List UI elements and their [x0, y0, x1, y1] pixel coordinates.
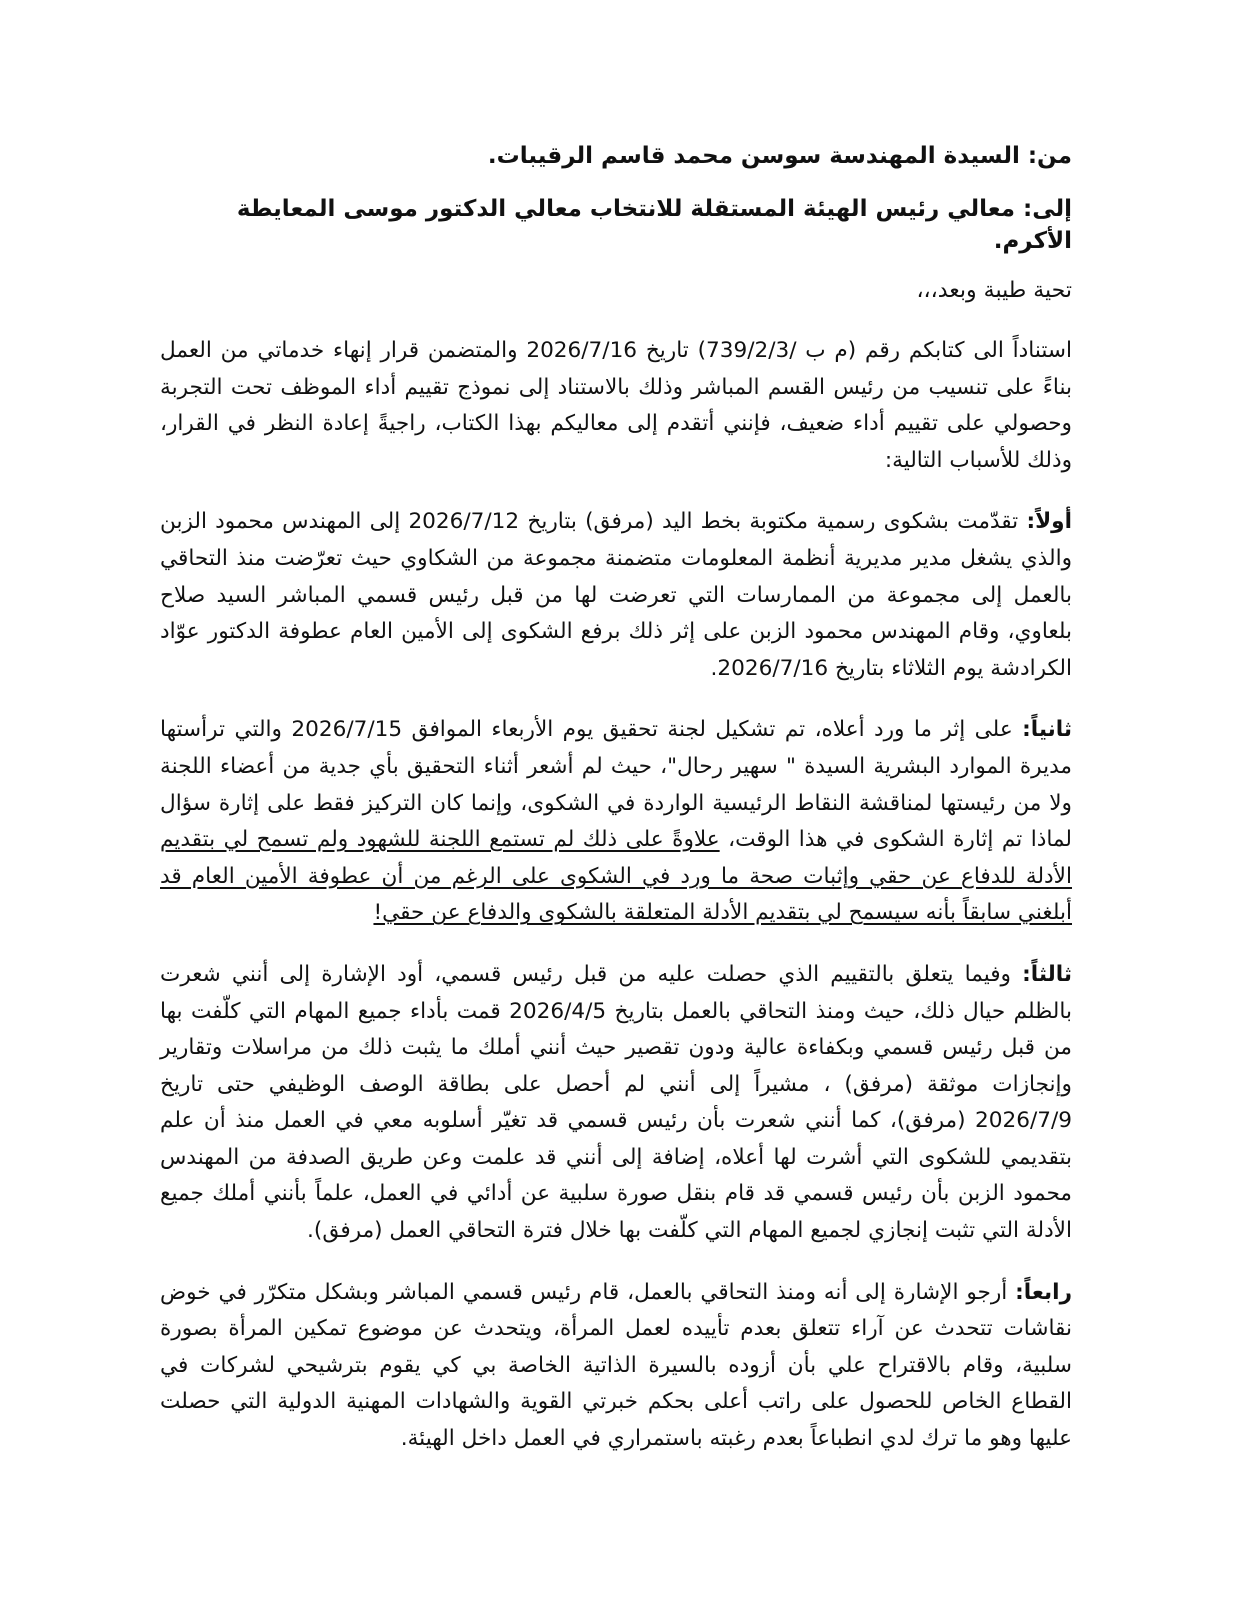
letter-greeting: تحية طيبة وبعد،،، [916, 278, 1072, 303]
intro-paragraph: استناداً الى كتابكم رقم (م ب /739/2/3) تاريخ 2026/7/16 والمتضمن قرار إنهاء خدماتي من العمل بناءً على تنسيب من رئيس القسم المباشر وذلك بالاستناد إلى نموذج تقييم أداء الموظف تحت التجربة وحصولي على تقييم أداء ضعيف، فإنني أتقدم إلى معاليكم بهذا الكتاب، راجيةً إعادة النظر في القرار، وذلك للأسباب التالية: [160, 338, 1072, 473]
paragraph-third [160, 957, 1072, 1250]
paragraph-second-text: على إثر ما ورد أعلاه، تم تشكيل لجنة تحقيق يوم الأربعاء الموافق 2026/7/15 والتي ترأستها مديرة الموارد البشرية السيدة " سهير رحال"، حيث لم أشعر أثناء التحقيق بأي جدية من أعضاء اللجنة ولا من رئيستها لمناقشة النقاط الرئيسية الواردة في الشكوى، وإنما كان التركيز فقط على إثارة سؤال لماذا تم إثارة الشكوى في هذا الوقت، [160, 717, 1072, 853]
paragraph-fourth-text: أرجو الإشارة إلى أنه ومنذ التحاقي بالعمل، قام رئيس قسمي المباشر وبشكل متكرّر في خوض نقاشات تتحدث عن آراء تتعلق بعدم تأييده لعمل المرأة، ويتحدث عن موضوع تمكين المرأة بصورة سلبية، وقام بالاقتراح علي بأن أزوده بالسيرة الذاتية الخاصة بي كي يقوم بترشيحي لشركات في القطاع الخاص للحصول على راتب أعلى بحكم خبرتي القوية والشهادات المهنية الدولية التي حصلت عليها وهو ما ترك لدي انطباعاً بعدم رغبته باستمراري في العمل داخل الهيئة. [160, 1279, 1072, 1452]
paragraph-second-lead: ثانياً: [1022, 717, 1072, 743]
paragraph-third-text: وفيما يتعلق بالتقييم الذي حصلت عليه من قبل رئيس قسمي، أود الإشارة إلى أنني شعرت بالظلم حيال ذلك، حيث ومنذ التحاقي بالعمل بتاريخ 2026/4/5 قمت بأداء جميع المهام التي كلّفت بها من قبل رئيس قسمي وبكفاءة عالية ودون تقصير حيث أنني أملك ما يثبت ذلك من مراسلات وتقارير وإنجازات موثقة (مرفق) ، مشيراً إلى أنني لم أحصل على بطاقة الوصف الوظيفي حتى تاريخ 2026/7/9 (مرفق)، كما أنني شعرت بأن رئيس قسمي قد تغيّر أسلوبه معي في العمل منذ أن علم بتقديمي للشكوى التي أشرت لها أعلاه، إضافة إلى أنني قد علمت وعن طريق الصدفة من المهندس محمود الزبن بأن رئيس قسمي قد قام بنقل صورة سلبية عن أدائي في العمل، علماً بأنني أملك جميع الأدلة التي تثبت إنجازي لجميع المهام التي كلّفت بها خلال فترة التحاقي العمل (مرفق). [160, 961, 1072, 1244]
paragraph-fourth [160, 1275, 1072, 1458]
paragraph-second-underlined-text: علاوةً على ذلك لم تستمع اللجنة للشهود ولم تسمح لي بتقديم الأدلة للدفاع عن حقي وإثبات صحة ما ورد في الشكوى على الرغم من أن عطوفة الأمين العام قد أبلغني سابقاً بأنه سيسمح لي بتقديم الأدلة المتعلقة بالشكوى والدفاع عن حقي! [160, 827, 1072, 926]
paragraph-first-lead: أولاً: [1026, 509, 1072, 535]
paragraph-first-text: تقدّمت بشكوى رسمية مكتوبة بخط اليد (مرفق) بتاريخ 2026/7/12 إلى المهندس محمود الزبن والذي يشغل مدير مديرية أنظمة المعلومات متضمنة مجموعة من الشكاوي حيث تعرّضت منذ التحاقي بالعمل إلى مجموعة من الممارسات التي تعرضت لها من قبل رئيس قسمي المباشر السيد صلاح بلعاوي، وقام المهندس محمود الزبن على إثر ذلك برفع الشكوى إلى الأمين العام عطوفة الدكتور عوّاد الكرادشة يوم الثلاثاء بتاريخ 2026/7/16. [160, 509, 1072, 681]
letter-sender: من: السيدة المهندسة سوسن محمد قاسم الرقيبات. [487, 143, 1072, 169]
letter-page [160, 140, 1072, 1483]
paragraph-fourth-lead: رابعاً: [1015, 1279, 1072, 1305]
letter-recipient: إلى: معالي رئيس الهيئة المستقلة للانتخاب معالي الدكتور موسى المعايطة الأكرم. [236, 196, 1072, 254]
paragraph-first [160, 504, 1072, 687]
paragraph-third-lead: ثالثاً: [1022, 961, 1072, 987]
paragraph-second [160, 712, 1072, 932]
